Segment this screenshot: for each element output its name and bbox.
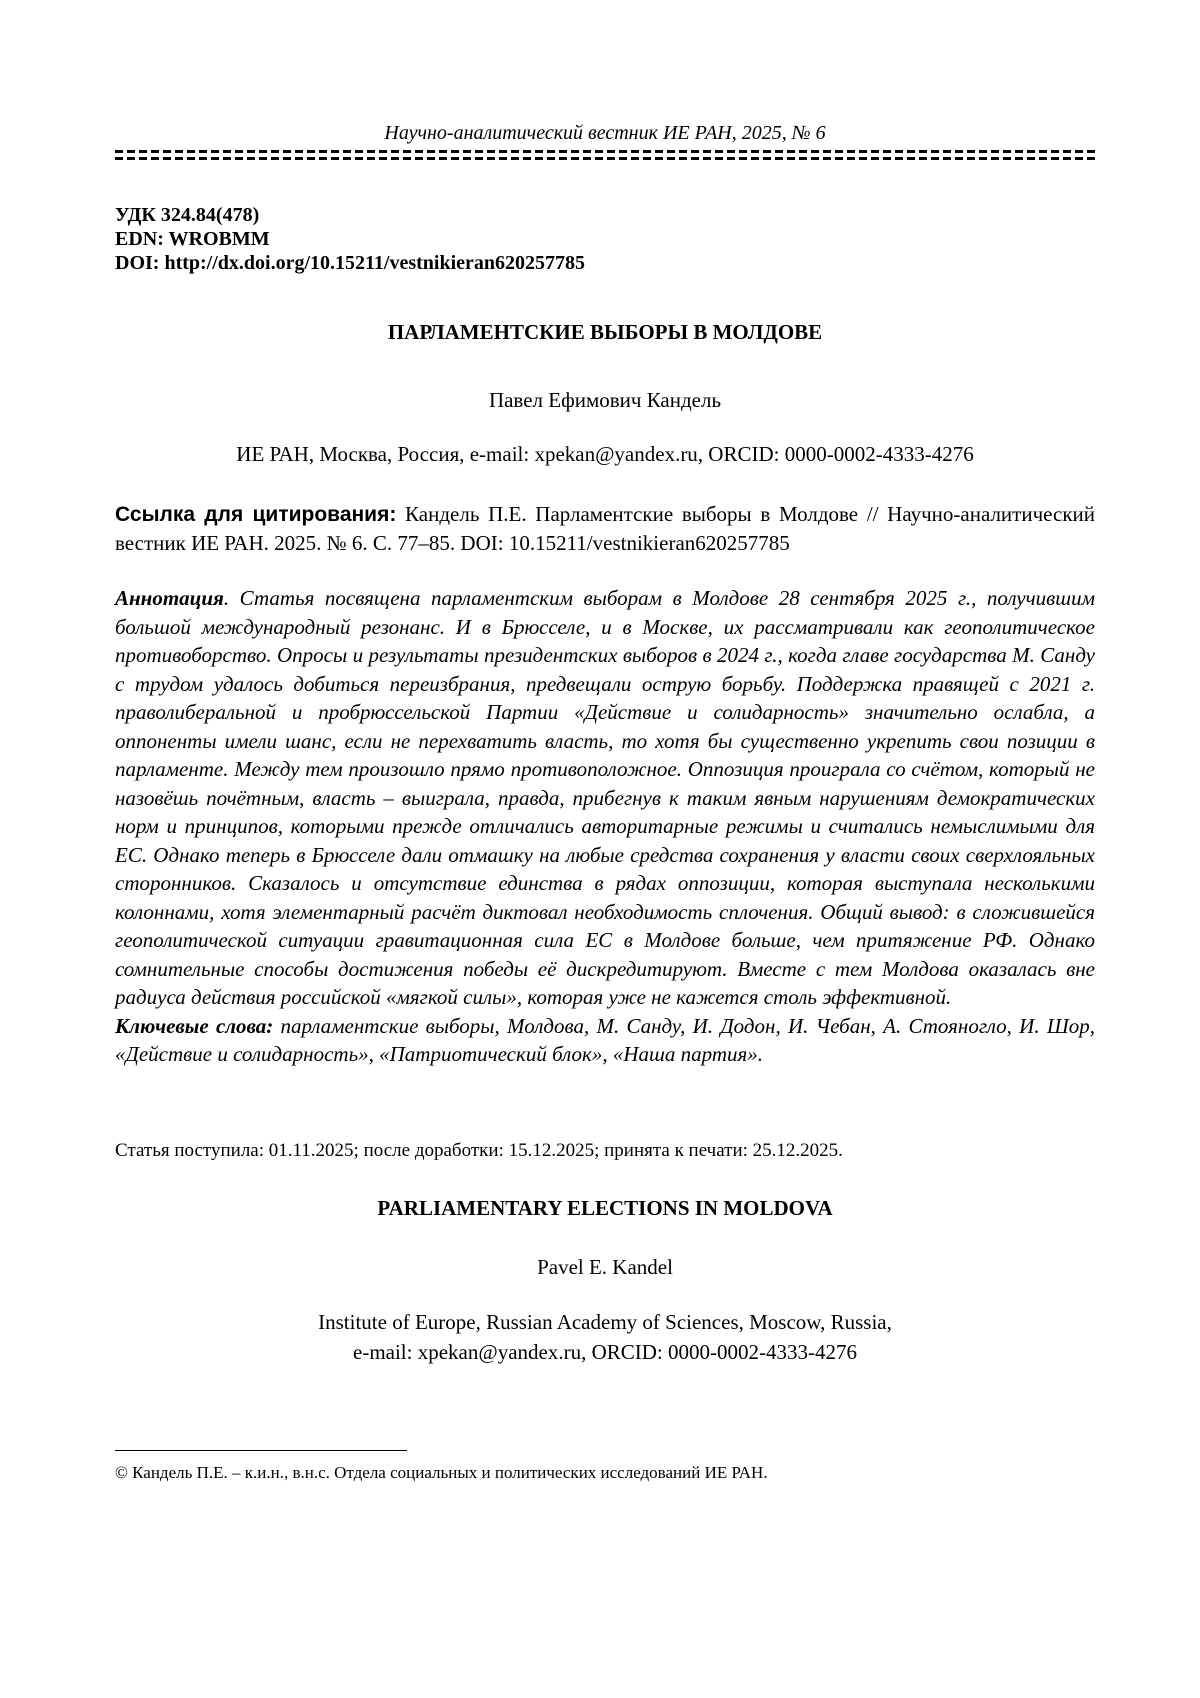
abstract-label: Аннотация [115,586,224,610]
header-divider [115,150,1095,160]
author-name-ru: Павел Ефимович Кандель [488,388,722,412]
footnote-divider [115,1450,407,1451]
affiliation-en-line-2: e-mail: xpekan@yandex.ru, ORCID: 0000-0002-4333-4276 [353,1340,857,1364]
keywords-text: парламентские выборы, Молдова, М. Санду, И. Додон, И. Чебан, А. Стояногло, И. Шор, «Действие и солидарность», «Патриотический блок», «Наша партия». [115,1013,1095,1066]
article-title-ru: ПАРЛАМЕНТСКИЕ ВЫБОРЫ В МОЛДОВЕ [387,320,823,344]
submission-dates: Статья поступила: 01.11.2025; после доработки: 15.12.2025; принята к печати: 25.12.2025. [115,1140,843,1161]
affiliation-en-line-1: Institute of Europe, Russian Academy of Sciences, Moscow, Russia, [318,1310,892,1334]
citation-block [115,500,1095,558]
author-name-en: Pavel E. Kandel [537,1255,673,1279]
abstract-paragraph [115,584,1095,1012]
footnote: © Кандель П.Е. – к.и.н., в.н.с. Отдела социальных и политических исследований ИЕ РАН. [115,1463,768,1482]
author-affiliation-ru: ИЕ РАН, Москва, Россия, e-mail: xpekan@yandex.ru, ORCID: 0000-0002-4333-4276 [236,442,974,466]
citation-text: Кандель П.Е. Парламентские выборы в Молдове // Научно-аналитический вестник ИЕ РАН. 2025. № 6. С. 77–85. DOI: 10.15211/vestnikieran620257785 [115,502,1095,555]
doi-link[interactable]: DOI: http://dx.doi.org/10.15211/vestnikieran620257785 [115,252,586,274]
keywords-paragraph [115,1012,1095,1069]
edn-code: EDN: WROBMM [115,228,270,250]
keywords-label: Ключевые слова: [115,1013,274,1038]
author-affiliation-en [115,1307,1095,1367]
identifiers-block [115,203,585,275]
abstract-block [115,584,1095,1069]
article-title-en: PARLIAMENTARY ELECTIONS IN MOLDOVA [377,1196,833,1220]
journal-header: Научно-аналитический вестник ИЕ РАН, 2025, № 6 [384,122,826,144]
citation-label: Ссылка для цитирования: [115,503,397,526]
udc-code: УДК 324.84(478) [115,204,260,226]
abstract-text: . Статья посвящена парламентским выборам в Молдове 28 сентября 2025 г., получившим большой международный резонанс. И в Брюсселе, и в Москве, их рассматривали как геополитическое противоборство. Опросы и результаты президентских выборов в 2024 г., когда главе государства М. Санду с трудом удалось добиться переизбрания, предвещали острую борьбу. Поддержка правящей с 2021 г. праволиберальной и пробрюссельской Партии «Действие и солидарность» значительно ослабла, а оппоненты имели шанс, если не перехватить власть, то хотя бы существенно укрепить свои позиции в парламенте. Между тем произошло прямо противоположное. Оппозиция проиграла со счётом, который не назовёшь почётным, власть – выиграла, правда, прибегнув к таким явным нарушениям демократических норм и принципов, которыми прежде отличались авторитарные режимы и считались немыслимыми для ЕС. Однако теперь в Брюсселе дали отмашку на любые средства сохранения у власти своих сверхлояльных сторонников. Сказалось и отсутствие единства в рядах оппозиции, которая выступала несколькими колоннами, хотя элементарный расчёт диктовал необходимость сплочения. Общий вывод: в сложившейся геополитической ситуации гравитационная сила ЕС в Молдове больше, чем притяжение РФ. Однако сомнительные способы достижения победы её дискредитируют. Вместе с тем Молдова оказалась вне радиуса действия российской «мягкой силы», которая уже не кажется столь эффективной. [115,586,1095,1009]
